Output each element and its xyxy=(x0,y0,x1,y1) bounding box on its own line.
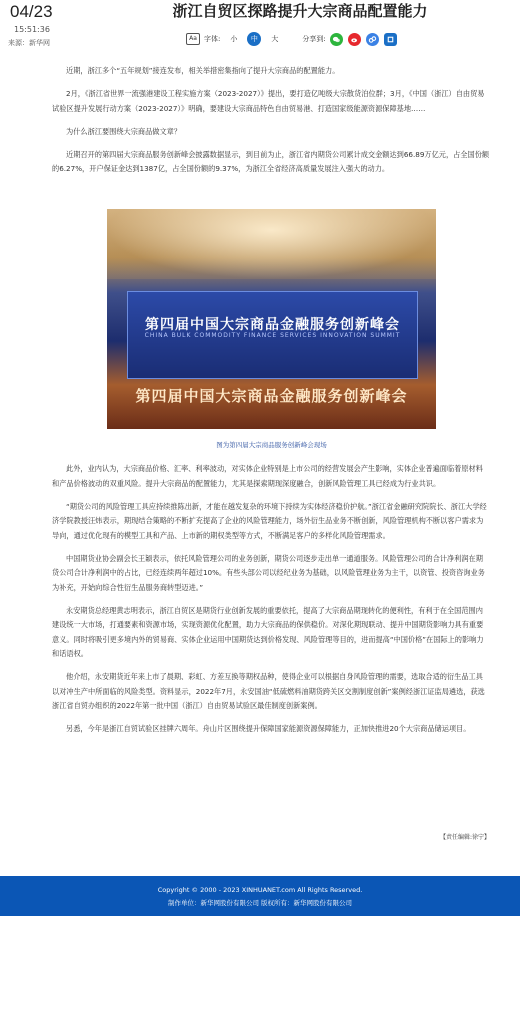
font-size-icon: Aa xyxy=(186,33,200,45)
article-paragraph: 为什么浙江要围绕大宗商品做文章？ xyxy=(66,126,182,136)
article-toolbar xyxy=(186,31,402,47)
weibo-icon[interactable] xyxy=(348,33,361,46)
article-paragraph: 他介绍，永安期货近年来上市了晨期、彩虹、方差互换等期权品种，使得企业可以根据自身风险管理的需要，选取合适的衍生品工具以对冲生产中所面临的风险类型。资料显示，2022年7月，永安国油“低硫燃料油期货跨关区交割制度创新”案例经浙江证监局遴选，获选浙江省自贸办组织的2022年第一批中国（浙江）自由贸易试验区最佳制度创新案例。 xyxy=(52,672,485,710)
article-paragraph: 此外，业内认为，大宗商品价格、汇率、利率波动，对实体企业特别是上市公司的经营发展会产生影响，实体企业普遍面临着原材料和产品价格波动的双重风险。提升大宗商品的配置能力，尤其是探索期现深度融合，创新风险管理工具已经成为行业共识。 xyxy=(52,464,483,488)
article-paragraph: 近期召开的第四届大宗商品服务创新峰会披露数据显示，到目前为止，浙江省内期货公司累计成交金额达到66.89万亿元，占全国份额的6.27%，开户保证金达到1387亿，占全国份额的9.37%，为浙江全省经济高质量发展注入强大的动力。 xyxy=(52,149,490,173)
page-title: 浙江自贸区探路提升大宗商品配置能力 xyxy=(172,2,428,20)
article-paragraph: 另悉，今年是浙江自贸试验区挂牌六周年。舟山片区围绕提升保障国家能源资源保障能力，正加快推进20个大宗商品储运项目。 xyxy=(66,724,471,733)
font-label: 字体: xyxy=(204,35,221,43)
article-source: 来源：新华网 xyxy=(8,39,50,47)
article-body-top xyxy=(52,64,490,185)
stage-title: 第四届中国大宗商品金融服务创新峰会 xyxy=(145,317,400,333)
article-body-bottom xyxy=(52,462,490,745)
site-footer xyxy=(0,876,520,916)
article-paragraph: 中国期货业协会副会长王颖表示，依托风险管理公司的业务创新，期货公司逐步走出单一通道服务。风险管理公司的合计净利润在期货公司合计净利润中的占比，已经连续两年超过10%。有些头部公司以经纪业务为基础，以风险管理业务为主干，以资管、投资咨询业务为补充，开始向综合性衍生品服务商转型迈进。” xyxy=(52,553,485,592)
header-bar xyxy=(0,0,520,50)
article-paragraph: 2月，《浙江省世界一流强港建设工程实施方案（2023-2027）》提出，要打造亿吨级大宗散货泊位群；3月，《中国（浙江）自由贸易试验区提升发展行动方案（2023-2027）》明确，要建设大宗商品特色自由贸易港、打造国家级能源资源保障基地…… xyxy=(52,89,485,113)
publish-date: 04/23 xyxy=(10,2,53,21)
chandelier-lights xyxy=(107,209,436,279)
podium-banner: 第四届中国大宗商品金融服务创新峰会 xyxy=(135,387,408,405)
article-paragraph: “期货公司的风险管理工具应持续推陈出新，才能在越发复杂的环境下持续为实体经济稳价护航。”浙江省金融研究院院长、浙江大学经济学院教授汪炜表示，期现结合策略的不断扩充提高了企业的风险管理能力，场外衍生品业务不断创新，风险管理机构不断以客户需求为导向，通过优化现有的模型工具和产品、上市新的期权类型等方式，不断满足客户的多样化风险管理需求。 xyxy=(52,501,487,540)
font-size-small-button[interactable]: 小 xyxy=(230,35,238,43)
stage-subtitle: CHINA BULK COMMODITY FINANCE SERVICES INNOVATION SUMMIT xyxy=(144,332,401,339)
article-paragraph: 近期，浙江多个“五年规划”接连发布，相关举措密集指向了提升大宗商品的配置能力。 xyxy=(66,66,340,75)
stage-screen xyxy=(127,291,418,379)
summit-photo xyxy=(107,209,436,429)
article-paragraph: 永安期货总经理黄志明表示，浙江自贸区是期货行业创新发展的重要依托，提高了大宗商品期现转化的便利性，有利于在全国范围内建设统一大市场，打通要素和资源市场，实现资源优化配置，助力大宗商品的保供稳价。对深化期现联动、提升中国期货影响力具有重要意义。同时将吸引更多境内外的贸易商、实体企业运用中国期货达到价格发现、风险管理等目的，进而提高“中国价格”在国际上的影响力和话语权。 xyxy=(52,605,484,658)
footer-copyright: Copyright © 2000 - 2023 XINHUANET.com All Rights Reserved. xyxy=(157,886,363,894)
responsible-editor: 【责任编辑:徐宁】 xyxy=(439,834,490,841)
wechat-icon[interactable] xyxy=(330,33,343,46)
share-label: 分享到: xyxy=(302,35,326,43)
footer-owner: 制作单位：新华网股份有限公司 版权所有：新华网股份有限公司 xyxy=(167,899,353,907)
photo-caption: 图为第四届大宗商品服务创新峰会现场 xyxy=(216,441,327,449)
font-size-large-button[interactable]: 大 xyxy=(271,35,279,43)
publish-time: 15:51:36 xyxy=(14,25,50,34)
link-icon[interactable] xyxy=(366,33,379,46)
font-size-medium-button[interactable]: 中 xyxy=(247,32,261,46)
qzone-icon[interactable] xyxy=(384,33,397,46)
